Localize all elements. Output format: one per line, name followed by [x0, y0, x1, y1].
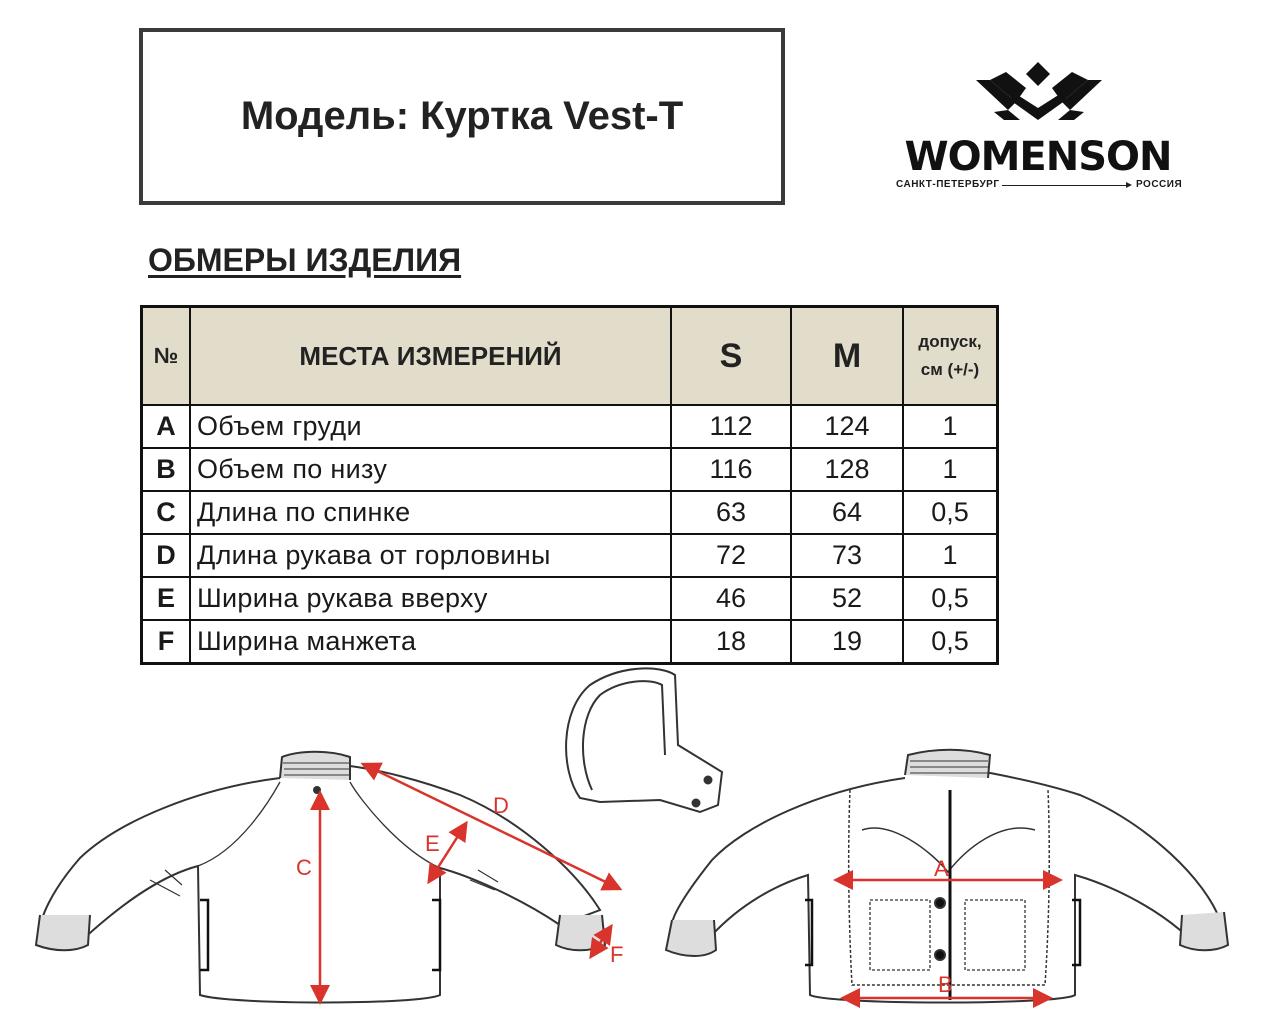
model-title-box [139, 28, 785, 205]
row-size-m: 124 [791, 405, 903, 448]
jacket-technical-drawing [0, 660, 1265, 1035]
brand-logo [890, 58, 1190, 193]
row-size-m: 73 [791, 534, 903, 577]
label-a: A [934, 856, 949, 881]
row-size-m: 19 [791, 620, 903, 664]
measurements-table [140, 305, 999, 665]
table-row [142, 534, 998, 577]
row-code: D [142, 534, 191, 577]
label-e: E [425, 831, 440, 856]
row-tolerance: 1 [903, 405, 998, 448]
row-size-m: 64 [791, 491, 903, 534]
table-row [142, 577, 998, 620]
table-row [142, 448, 998, 491]
row-tolerance: 0,5 [903, 577, 998, 620]
row-place: Длина рукава от горловины [190, 534, 671, 577]
row-size-s: 72 [671, 534, 791, 577]
measurement-lines [320, 765, 1058, 1000]
label-d: D [493, 793, 509, 818]
label-b: B [938, 972, 953, 997]
header-size-s: S [671, 307, 791, 406]
measurement-labels [296, 793, 953, 997]
header-place: МЕСТА ИЗМЕРЕНИЙ [190, 307, 671, 406]
label-c: C [296, 855, 312, 880]
row-size-m: 128 [791, 448, 903, 491]
row-place: Ширина манжета [190, 620, 671, 664]
row-size-s: 112 [671, 405, 791, 448]
section-heading: ОБМЕРЫ ИЗДЕЛИЯ [148, 242, 462, 278]
header-tolerance [903, 307, 998, 406]
logo-city: САНКТ-ПЕТЕРБУРГ [896, 179, 1000, 190]
header-tolerance-line1: допуск, [918, 332, 982, 351]
header-tolerance-line2: см (+/-) [920, 360, 980, 379]
header-size-m: M [791, 307, 903, 406]
measure-line-d [365, 765, 618, 888]
logo-country: РОССИЯ [1136, 179, 1183, 190]
row-size-s: 46 [671, 577, 791, 620]
row-code: B [142, 448, 191, 491]
logo-wordmark: WOMENSON [904, 134, 1172, 180]
row-tolerance: 0,5 [903, 491, 998, 534]
table-row [142, 405, 998, 448]
hood-drawing [566, 668, 722, 812]
label-f: F [610, 942, 624, 967]
row-code: F [142, 620, 191, 664]
table-header-row [142, 307, 998, 406]
row-code: E [142, 577, 191, 620]
logo-emblem-icon [890, 58, 1190, 128]
table-row [142, 491, 998, 534]
row-tolerance: 1 [903, 534, 998, 577]
row-size-s: 116 [671, 448, 791, 491]
table-row [142, 620, 998, 664]
row-place: Длина по спинке [190, 491, 671, 534]
model-title: Модель: Куртка Vest-T [240, 94, 684, 138]
row-code: A [142, 405, 191, 448]
row-place: Ширина рукава вверху [190, 577, 671, 620]
row-tolerance: 1 [903, 448, 998, 491]
row-size-s: 63 [671, 491, 791, 534]
row-code: C [142, 491, 191, 534]
logo-arrow-icon [1126, 182, 1132, 188]
row-size-s: 18 [671, 620, 791, 664]
row-place: Объем по низу [190, 448, 671, 491]
logo-arrow-line [1002, 185, 1130, 186]
row-tolerance: 0,5 [903, 620, 998, 664]
header-number: № [142, 307, 191, 406]
row-size-m: 52 [791, 577, 903, 620]
row-place: Объем груди [190, 405, 671, 448]
